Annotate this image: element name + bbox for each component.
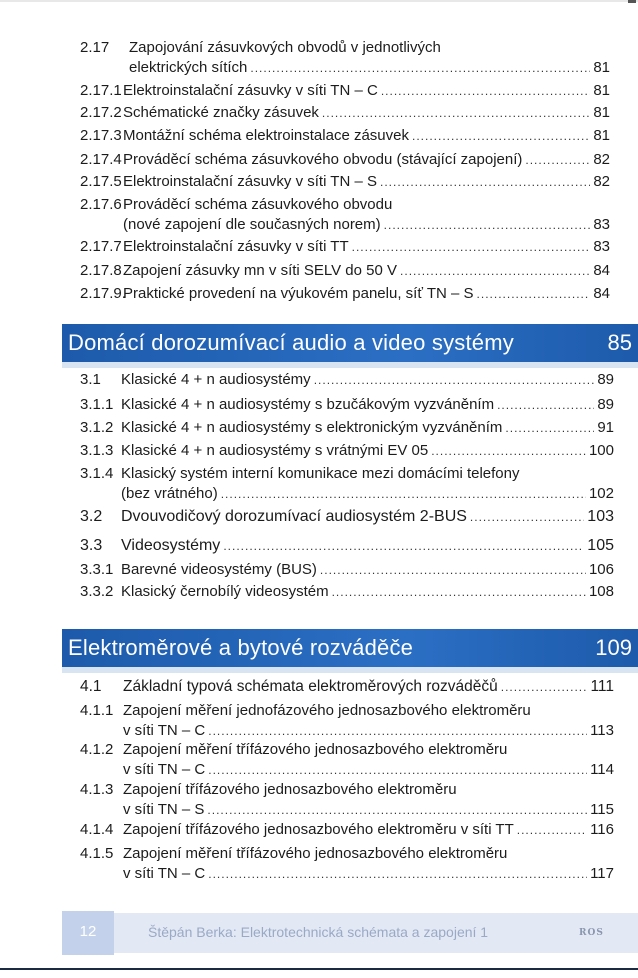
footer-text: Štěpán Berka: Elektrotechnická schémata a zapojení 1	[148, 924, 489, 940]
chapter-page: 109	[595, 635, 632, 660]
entry-title: Zapojení třífázového jednosazbového elektroměru v síti TN – S ..... 115	[123, 780, 614, 820]
entry-page: 89	[597, 396, 614, 413]
entry-title: Zapojení zásuvky mn v síti SELV do 50 V ..... 84	[80, 261, 610, 281]
entry-page: 81	[593, 104, 610, 121]
entry-number: 3.2	[80, 508, 103, 525]
entry-number: 4.1.2	[80, 741, 114, 758]
entry-title: Schématické značky zásuvek ..... 81	[80, 103, 610, 123]
entry-number: 2.17.9.	[80, 285, 126, 302]
entry-title: Zapojení měření jednofázového jednosazbového elektroměru v síti TN – C ..... 113	[123, 701, 614, 741]
band-shadow	[62, 362, 638, 368]
footer-page-number: 12	[79, 923, 97, 940]
entry-title: Videosystémy ..... 105	[80, 536, 614, 556]
entry-title: Elektroinstalační zásuvky v síti TN – C ..... 81	[80, 81, 610, 101]
entry-number: 2.17.8	[80, 262, 122, 279]
entry-number: 4.1	[80, 678, 102, 695]
entry-title: Klasický černobílý videosystém ..... 108	[80, 582, 614, 602]
chapter-title: Elektroměrové a bytové rozváděče	[68, 635, 414, 660]
entry-page: 105	[587, 537, 614, 554]
entry-title: Základní typová schémata elektroměrových rozváděčů ..... 111	[80, 677, 614, 697]
entry-title: Klasický systém interní komunikace mezi domácími telefony (bez vrátného) ..... 102	[121, 464, 614, 504]
entry-number: 3.1	[80, 371, 101, 388]
entry-page: 82	[593, 173, 610, 190]
entry-number: 2.17.3	[80, 127, 122, 144]
entry-page: 83	[593, 216, 610, 233]
entry-page: 89	[597, 371, 614, 388]
entry-number: 2.17.1	[80, 82, 122, 99]
entry-page: 81	[593, 82, 610, 99]
entry-number: 3.1.2	[80, 419, 114, 436]
entry-page: 103	[587, 508, 614, 525]
chapter-4-header[interactable]	[62, 629, 638, 667]
entry-page: 111	[590, 678, 614, 695]
entry-title: Zapojení měření třífázového jednosazbového elektroměru v síti TN – C ..... 114	[123, 740, 614, 780]
entry-page: 83	[593, 238, 610, 255]
entry-number: 3.3.1	[80, 561, 114, 578]
entry-number: 2.17.2	[80, 104, 122, 121]
entry-number: 4.1.1	[80, 702, 114, 719]
entry-number: 2.17.7	[80, 238, 122, 255]
entry-page: 117	[590, 865, 614, 882]
entry-title: Klasické 4 + n audiosystémy s bzučákovým vyzváněním ..... 89	[80, 395, 614, 415]
footer-bottom-rule	[0, 968, 638, 970]
entry-title: Zapojování zásuvkových obvodů v jednotlivých elektrických sítích ..... 81	[129, 38, 610, 78]
entry-page: 114	[590, 761, 614, 778]
entry-number: 4.1.4	[80, 821, 114, 838]
entry-number: 2.17.6	[80, 196, 122, 213]
entry-number: 3.3	[80, 537, 103, 554]
entry-page: 82	[593, 151, 610, 168]
entry-page: 100	[588, 442, 614, 459]
entry-title: Elektroinstalační zásuvky v síti TN – S ..... 82	[80, 172, 610, 192]
chapter-3-header[interactable]	[62, 324, 638, 362]
entry-page: 91	[597, 419, 614, 436]
chapter-page: 85	[607, 330, 632, 355]
entry-title: Klasické 4 + n audiosystémy ..... 89	[80, 370, 614, 390]
entry-number: 3.1.3	[80, 442, 114, 459]
entry-title: Montážní schéma elektroinstalace zásuvek ..... 81	[80, 126, 610, 146]
entry-number: 4.1.3	[80, 781, 114, 798]
entry-number: 3.1.4	[80, 465, 114, 482]
entry-page: 113	[590, 722, 614, 739]
corner-mark	[628, 0, 636, 3]
entry-number: 4.1.5	[80, 845, 114, 862]
entry-title: Elektroinstalační zásuvky v síti TT ..... 83	[80, 237, 610, 257]
entry-page: 115	[590, 801, 614, 818]
entry-page: 84	[593, 285, 610, 302]
entry-page: 116	[590, 821, 614, 838]
chapter-title: Domácí dorozumívací audio a video systémy	[68, 330, 514, 355]
band-shadow	[62, 667, 638, 673]
entry-title: Prováděcí schéma zásuvkového obvodu (nové zapojení dle současných norem) ..... 83	[123, 195, 610, 235]
entry-page: 81	[593, 59, 610, 76]
entry-title: Barevné videosystémy (BUS) ..... 106	[80, 560, 614, 580]
entry-title: Prováděcí schéma zásuvkového obvodu (stávající zapojení) ..... 82	[80, 150, 610, 170]
entry-title: Praktické provedení na výukovém panelu, síť TN – S ..... 84	[80, 284, 610, 304]
top-rule	[0, 0, 638, 2]
entry-number: 3.1.1	[80, 396, 114, 413]
publisher-logo: ROS	[579, 928, 604, 938]
entry-title: Klasické 4 + n audiosystémy s elektronickým vyzváněním ..... 91	[80, 418, 614, 438]
entry-number: 2.17.5	[80, 173, 122, 190]
entry-number: 3.3.2	[80, 583, 114, 600]
entry-number: 2.17	[80, 39, 110, 56]
entry-page: 102	[588, 485, 614, 502]
entry-page: 108	[588, 583, 614, 600]
entry-page: 84	[593, 262, 610, 279]
entry-number: 2.17.4	[80, 151, 122, 168]
footer-page-box	[62, 911, 114, 955]
entry-title: Zapojení třífázového jednosazbového elektroměru v síti TT ..... 116	[80, 820, 614, 840]
entry-title: Klasické 4 + n audiosystémy s vrátnými EV 05 ..... 100	[80, 441, 614, 461]
entry-title: Zapojení měření třífázového jednosazbového elektroměru v síti TN – C ..... 117	[123, 844, 614, 884]
entry-page: 106	[588, 561, 614, 578]
entry-title: Dvouvodičový dorozumívací audiosystém 2-BUS ..... 103	[80, 507, 614, 527]
entry-page: 81	[593, 127, 610, 144]
